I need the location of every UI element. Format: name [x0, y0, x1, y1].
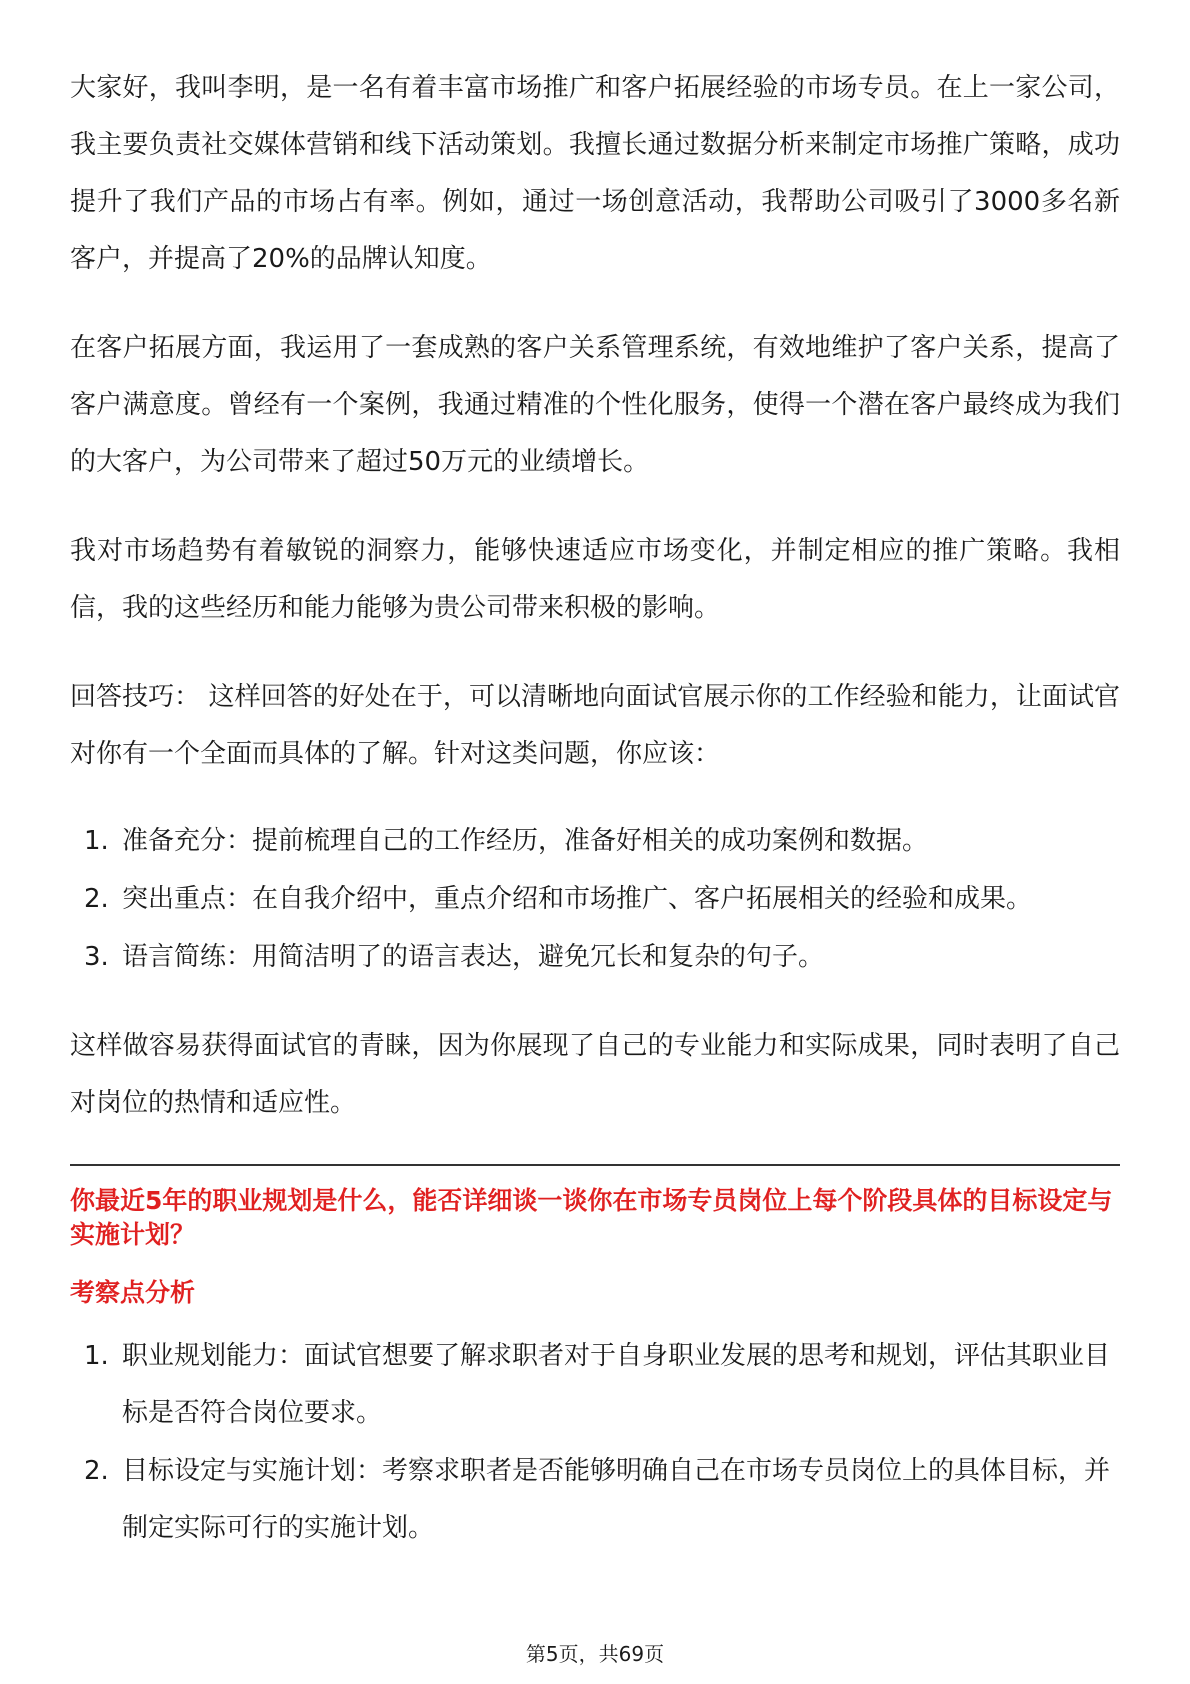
list-item-text: 职业规划能力：面试官想要了解求职者对于自身职业发展的思考和规划，评估其职业目标是否符合岗位要求。 [122, 1341, 1111, 1428]
answer-paragraph-2: 在客户拓展方面，我运用了一套成熟的客户关系管理系统，有效地维护了客户关系，提高了客户满意度。曾经有一个案例，我通过精准的个性化服务，使得一个潜在客户最终成为我们的大客户，为公司带来了超过50万元的业绩增长。 [70, 333, 1120, 477]
tips-list [70, 813, 1120, 986]
list-number: 2. [84, 884, 109, 914]
document-body [70, 60, 1120, 1589]
list-number: 2. [84, 1456, 109, 1486]
list-item [70, 1328, 1120, 1442]
list-number: 3. [84, 942, 109, 972]
list-item-text: 准备充分：提前梳理自己的工作经历，准备好相关的成功案例和数据。 [122, 826, 929, 856]
list-item [70, 1443, 1120, 1557]
answer-paragraph-3: 我对市场趋势有着敏锐的洞察力，能够快速适应市场变化，并制定相应的推广策略。我相信，我的这些经历和能力能够为贵公司带来积极的影响。 [70, 536, 1120, 623]
page-number: 第5页，共69页 [525, 1642, 665, 1666]
answer-paragraph-1: 大家好，我叫李明，是一名有着丰富市场推广和客户拓展经验的市场专员。在上一家公司，我主要负责社交媒体营销和线下活动策划。我擅长通过数据分析来制定市场推广策略，成功提升了我们产品的市场占有率。例如，通过一场创意活动，我帮助公司吸引了3000多名新客户，并提高了20%的品牌认知度。 [70, 73, 1120, 274]
section-divider [70, 1164, 1120, 1166]
list-item-text: 语言简练：用简洁明了的语言表达，避免冗长和复杂的句子。 [122, 942, 825, 972]
answer-tip-intro: 回答技巧： 这样回答的好处在于，可以清晰地向面试官展示你的工作经验和能力，让面试官对你有一个全面而具体的了解。针对这类问题，你应该： [70, 682, 1120, 769]
list-item-text: 目标设定与实施计划：考察求职者是否能够明确自己在市场专员岗位上的具体目标，并制定实际可行的实施计划。 [122, 1456, 1111, 1543]
analysis-list [70, 1328, 1120, 1557]
closing-paragraph: 这样做容易获得面试官的青睐，因为你展现了自己的专业能力和实际成果，同时表明了自己对岗位的热情和适应性。 [70, 1031, 1120, 1118]
list-item-text: 突出重点：在自我介绍中，重点介绍和市场推广、客户拓展相关的经验和成果。 [122, 884, 1033, 914]
list-number: 1. [84, 826, 109, 856]
section-title: 考察点分析 [70, 1278, 196, 1307]
list-number: 1. [84, 1341, 109, 1371]
list-item [70, 929, 1120, 986]
list-item [70, 871, 1120, 928]
list-item [70, 813, 1120, 870]
question-heading: 你最近5年的职业规划是什么，能否详细谈一谈你在市场专员岗位上每个阶段具体的目标设定与实施计划？ [70, 1186, 1113, 1249]
